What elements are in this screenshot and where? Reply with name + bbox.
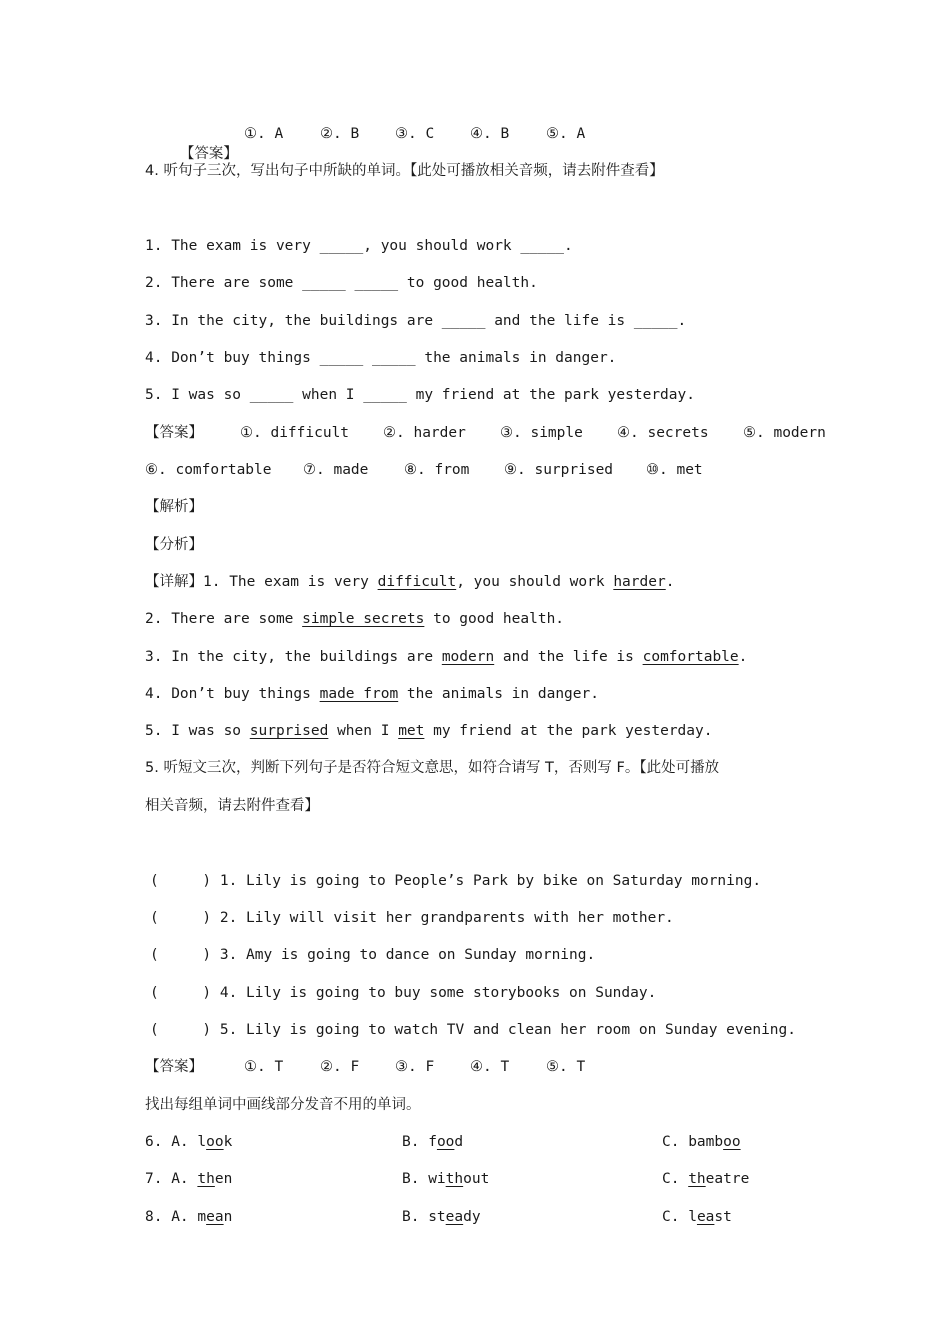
q4-answer-6: ⑥. comfortable <box>145 462 272 478</box>
phonics-q7-b: B. without <box>402 1171 490 1187</box>
underlined-letters: th <box>688 1171 706 1187</box>
q5-statement-5: ( ) 5. Lily is going to watch TV and clean her room on Sunday evening. <box>150 1022 797 1038</box>
phonics-q7-c: C. theatre <box>662 1171 750 1187</box>
underlined-answer: difficult <box>377 574 457 590</box>
phonics-q8-c: C. least <box>662 1209 732 1225</box>
detail-line-3: 3. In the city, the buildings are modern and the life is comfortable. <box>145 649 748 665</box>
underlined-answer: met <box>398 723 425 739</box>
q4-answer-tag: 【答案】 <box>145 425 203 441</box>
answer-tag: 【答案】 <box>179 146 238 162</box>
q5-answer-tag: 【答案】 <box>145 1059 203 1075</box>
q3-answer-4: ④. B <box>470 126 510 142</box>
underlined-answer: simple secrets <box>302 611 425 627</box>
q5-instruction-line-2: 相关音频，请去附件查看】 <box>145 798 319 814</box>
q4-answer-10: ⑩. met <box>646 462 703 478</box>
phonics-q7-a: 7. A. then <box>145 1171 233 1187</box>
q4-answer-4: ④. secrets <box>617 425 709 441</box>
q4-sentence-4: 4. Don’t buy things _____ _____ the animals in danger. <box>145 350 617 366</box>
underlined-letters: oo <box>206 1134 224 1150</box>
q3-answer-2: ②. B <box>320 126 360 142</box>
q4-answer-1: ①. difficult <box>240 425 350 441</box>
q4-answer-5: ⑤. modern <box>743 425 826 441</box>
q5-answer-1: ①. T <box>244 1059 284 1075</box>
underlined-letters: th <box>197 1171 215 1187</box>
underlined-letters: th <box>445 1171 464 1187</box>
underlined-answer: comfortable <box>642 649 739 665</box>
q5-statement-4: ( ) 4. Lily is going to buy some storybooks on Sunday. <box>150 985 657 1001</box>
q4-answer-3: ③. simple <box>500 425 583 441</box>
q4-answer-7: ⑦. made <box>303 462 369 478</box>
q4-answer-8: ⑧. from <box>404 462 470 478</box>
detail-line-2: 2. There are some simple secrets to good health. <box>145 611 565 627</box>
q4-sentence-2: 2. There are some _____ _____ to good health. <box>145 275 538 291</box>
underlined-answer: made from <box>319 686 399 702</box>
q5-statement-1: ( ) 1. Lily is going to People’s Park by bike on Saturday morning. <box>150 873 762 889</box>
underlined-letters: ea <box>696 1209 715 1225</box>
q5-instruction-line-1: 5. 听短文三次，判断下列句子是否符合短文意思，如符合请写 T，否则写 F。【此处可播放 <box>145 760 720 776</box>
underlined-answer: modern <box>441 649 495 665</box>
phonics-q8-b: B. steady <box>402 1209 481 1225</box>
phonics-q6-b: B. food <box>402 1134 464 1150</box>
underlined-answer: harder <box>613 574 666 590</box>
q5-statement-2: ( ) 2. Lily will visit her grandparents with her mother. <box>150 910 674 926</box>
q4-sentence-1: 1. The exam is very _____, you should work _____. <box>145 238 573 254</box>
detail-line-4: 4. Don’t buy things made from the animals in danger. <box>145 686 599 702</box>
q3-answer-1: ①. A <box>244 126 284 142</box>
fenxi-tag: 【分析】 <box>145 537 203 553</box>
underlined-letters: oo <box>436 1134 455 1150</box>
underlined-answer: surprised <box>249 723 329 739</box>
q4-instruction: 4. 听句子三次，写出句子中所缺的单词。【此处可播放相关音频，请去附件查看】 <box>145 163 664 179</box>
q4-answer-2: ②. harder <box>383 425 466 441</box>
q5-answer-3: ③. F <box>395 1059 435 1075</box>
analysis-tag: 【解析】 <box>145 499 203 515</box>
underlined-letters: oo <box>723 1134 741 1150</box>
phonics-q6-a: 6. A. look <box>145 1134 233 1150</box>
q3-answer-5: ⑤. A <box>546 126 586 142</box>
q5-statement-3: ( ) 3. Amy is going to dance on Sunday morning. <box>150 947 596 963</box>
q4-sentence-3: 3. In the city, the buildings are _____ and the life is _____. <box>145 313 687 329</box>
detail-line-5: 5. I was so surprised when I met my friend at the park yesterday. <box>145 723 713 739</box>
detail-line-1: 【详解】1. The exam is very difficult, you should work harder. <box>145 574 675 590</box>
q4-sentence-5: 5. I was so _____ when I _____ my friend at the park yesterday. <box>145 387 695 403</box>
phonics-instruction: 找出每组单词中画线部分发音不用的单词。 <box>145 1097 421 1113</box>
phonics-q6-c: C. bamboo <box>662 1134 741 1150</box>
underlined-letters: ea <box>206 1209 224 1225</box>
phonics-q8-a: 8. A. mean <box>145 1209 233 1225</box>
q5-answer-4: ④. T <box>470 1059 510 1075</box>
detail-tag: 【详解】 <box>145 574 203 590</box>
underlined-letters: ea <box>445 1209 464 1225</box>
q5-answer-2: ②. F <box>320 1059 360 1075</box>
q5-answer-5: ⑤. T <box>546 1059 586 1075</box>
q3-answer-3: ③. C <box>395 126 435 142</box>
q4-answer-9: ⑨. surprised <box>504 462 614 478</box>
